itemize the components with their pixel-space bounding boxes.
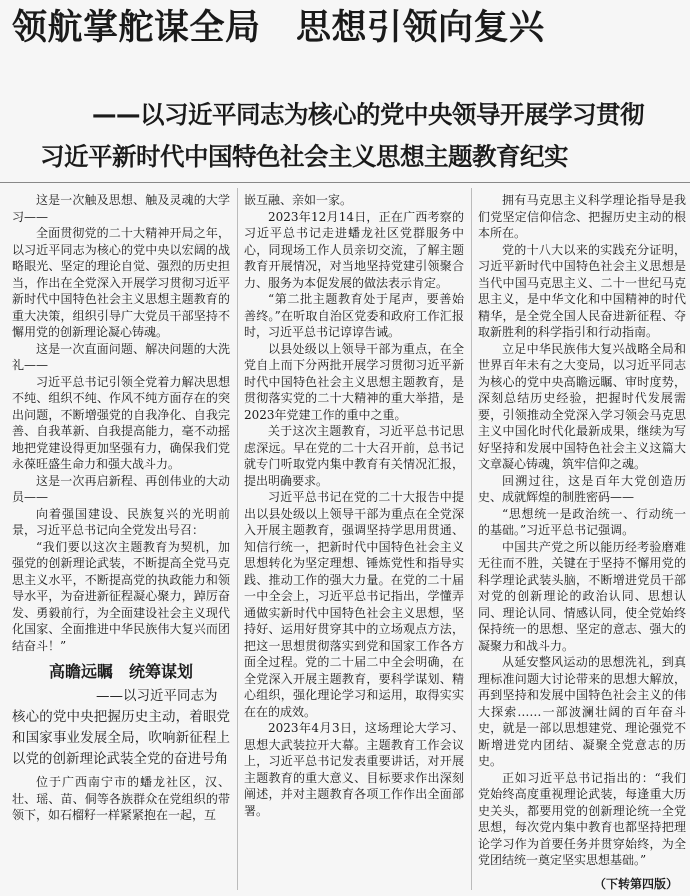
paragraph: 2023年12月14日，正在广西考察的习近平总书记走进蟠龙社区党群服务中心，同现场工作人员亲切交流，了解主题教育开展情况，对当地坚持党建引领聚合力、服务为本促发展的做法表示肯定。 (244, 209, 464, 290)
paragraph: 位于广西南宁市的蟠龙社区，汉、壮、瑶、苗、侗等各族群众在党组织的带领下，如石榴籽一样紧紧抱在一起，互 (12, 775, 230, 822)
paragraph: “第二批主题教育处于尾声，要善始善终。”在听取自治区党委和政府工作汇报时，习近平总书记谆谆告诫。 (244, 292, 464, 339)
paragraph: 立足中华民族伟大复兴战略全局和世界百年未有之大变局，以习近平同志为核心的党中央高瞻远瞩、审时度势，深刻总结历史经验，把握时代发展需要，引领推动全党深入学习领会马克思主义中国化时代化最新成果，继续为写好坚持和发展中国特色社会主义这篇大文章凝心铸魂，筑牢信仰之魂。 (478, 341, 686, 471)
paragraph: 中国共产党之所以能历经考验磨难无往而不胜，关键在于坚持不懈用党的科学理论武装头脑，不断增进党员干部对党的创新理论的政治认同、思想认同、理论认同、情感认同，使全党始终保持统一的思想、坚定的意志、强大的凝聚力和战斗力。 (478, 539, 686, 653)
paragraph: 2023年4月3日，这场理论大学习、思想大武装拉开大幕。主题教育工作会议上，习近平总书记发表重要讲话，对开展主题教育的重大意义、目标要求作出深刻阐述，并对主题教育各项工作作出全面部署。 (244, 721, 464, 818)
subtitle-line-2: 习近平新时代中国特色社会主义思想主题教育纪实 (40, 142, 568, 171)
article-column-2 (244, 192, 464, 819)
paragraph: 全面贯彻党的二十大精神开局之年，以习近平同志为核心的党中央以宏阔的战略眼光、坚定的理论自觉、强烈的历史担当，作出在全党深入开展学习贯彻习近平新时代中国特色社会主义思想主题教育的重大决策，组织引导广大党员干部坚持不懈用党的创新理论凝心铸魂。 (12, 226, 230, 339)
paragraph: “我们要以这次主题教育为契机，加强党的创新理论武装，不断提高全党马克思主义水平，不断提高党的执政能力和领导水平，为奋进新征程凝心聚力，踔厉奋发、勇毅前行，为全面建设社会主义现代化国家、全面推进中华民族伟大复兴而团结奋斗！” (12, 539, 230, 653)
article-column-1 (12, 192, 230, 824)
section-subtitle-first-line: ——以习近平同志为 (96, 688, 218, 704)
subtitle-line-1: ——以习近平同志为核心的党中央领导开展学习贯彻 (92, 100, 644, 129)
paragraph: 关于这次主题教育，习近平总书记思虑深远。早在党的二十大召开前，总书记就专门听取党内集中教育有关情况汇报，提出明确要求。 (244, 424, 464, 488)
article-column-3 (478, 192, 686, 869)
paragraph-continued: 嵌互融、亲如一家。 (244, 193, 353, 207)
paragraph: 习近平总书记在党的二十大报告中提出以县处级以上领导干部为重点在全党深入开展主题教育，强调坚持学思用贯通、知信行统一，把新时代中国特色社会主义思想转化为坚定理想、锤炼党性和指导实践、推动工作的强大力量。在党的二十届一中全会上，习近平总书记指出，学懂弄通做实新时代中国特色社会主义思想，坚持好、运用好贯穿其中的立场观点方法，把这一思想贯彻落实到党和国家工作各方面全过程。党的二十届二中全会明确，在全党深入开展主题教育，要科学谋划、精心组织，强化理论学习和运用，取得实实在在的成效。 (244, 490, 464, 719)
paragraph: 这是一次触及思想、触及灵魂的大学习—— (12, 193, 230, 224)
section-title: 高瞻远瞩 统筹谋划 (48, 662, 193, 681)
paragraph: 回溯过往，这是百年大党创造历史、成就辉煌的制胜密码—— (478, 473, 686, 504)
header-rule (0, 182, 690, 183)
continued-note: （下转第四版） (593, 877, 678, 891)
paragraph: 从延安整风运动的思想洗礼，到真理标准问题大讨论带来的思想大解放，再到坚持和发展中国特色社会主义的伟大探索……一部波澜壮阔的百年奋斗史，就是一部以思想建党、理论强党不断增进党内团结、凝聚全党意志的历史。 (478, 655, 686, 768)
section-subtitle-rest: 核心的党中央把握历史主动，着眼党和国家事业发展全局，吹响新征程上以党的创新理论武装全党的奋进号角 (12, 709, 230, 767)
paragraph: 拥有马克思主义科学理论指导是我们党坚定信仰信念、把握历史主动的根本所在。 (478, 193, 686, 240)
paragraph: 这是一次直面问题、解决问题的大洗礼—— (12, 341, 230, 372)
paragraph: 这是一次再启新程、再创伟业的大动员—— (12, 473, 230, 504)
section-heading-box (12, 662, 230, 770)
paragraph: “思想统一是政治统一、行动统一的基础。”习近平总书记强调。 (478, 506, 686, 537)
paragraph: 以县处级以上领导干部为重点，在全党自上而下分两批开展学习贯彻习近平新时代中国特色社会主义思想主题教育，是贯彻落实党的二十大精神的重大举措，是2023年党建工作的重中之重。 (244, 341, 464, 422)
paragraph: 习近平总书记引领全党着力解决思想不纯、组织不纯、作风不纯方面存在的突出问题，不断增强党的自我净化、自我完善、自我革新、自我提高能力，毫不动摇地把党建设得更加坚强有力，确保我们党永葆旺盛生命力和强大战斗力。 (12, 374, 230, 471)
column-divider (237, 188, 238, 890)
section-subtitle (12, 686, 230, 770)
headline: 领航掌舵谋全局 思想引领向复兴 (12, 8, 545, 48)
paragraph: 党的十八大以来的实践充分证明，习近平新时代中国特色社会主义思想是当代中国马克思主义、二十一世纪马克思主义，是中华文化和中国精神的时代精华，是全党全国人民奋进新征程、夺取新胜利的科学指引和行动指南。 (478, 242, 686, 339)
paragraph: 正如习近平总书记指出的：“我们党始终高度重视理论武装，每逢重大历史关头，都要用党的创新理论统一全党思想，每次党内集中教育也都坚持把理论学习作为首要任务并贯穿始终，为全党团结统一奠定坚实思想基础。” (478, 770, 686, 867)
column-divider (471, 188, 472, 890)
paragraph: 向着强国建设、民族复兴的光明前景，习近平总书记向全党发出号召： (12, 506, 230, 537)
